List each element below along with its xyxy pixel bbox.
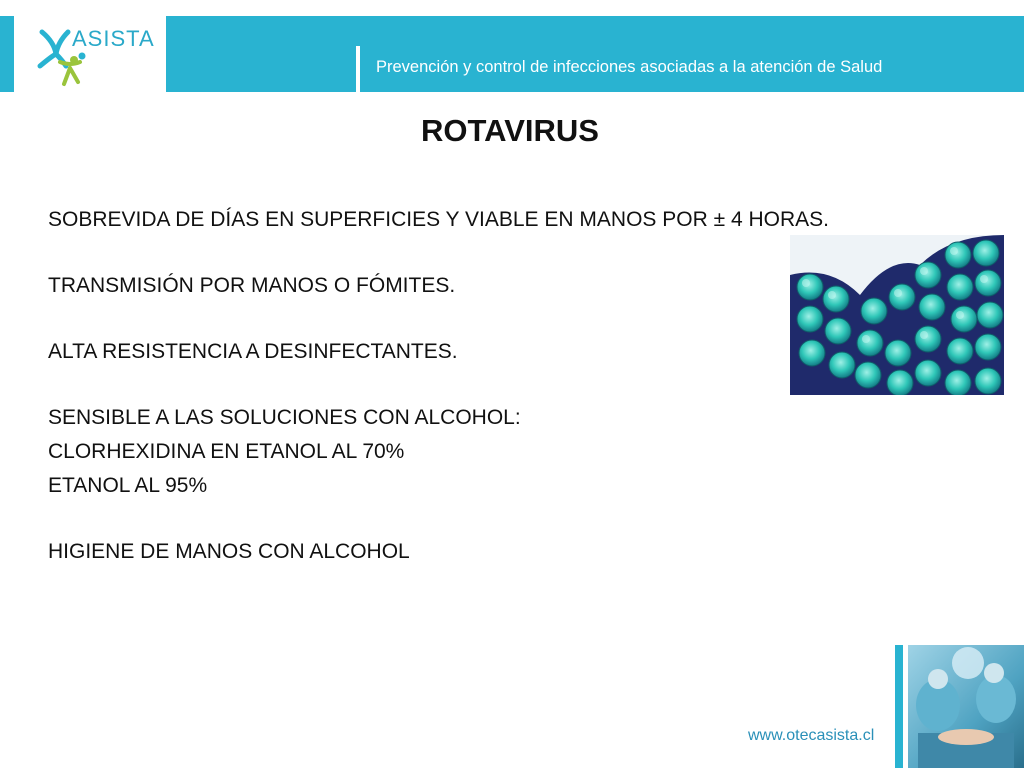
header-separator	[356, 46, 360, 108]
content-line-sensitive: SENSIBLE A LAS SOLUCIONES CON ALCOHOL:	[48, 406, 521, 429]
slide-title-text: ROTAVIRUS	[421, 113, 599, 148]
header-tagline: Prevención y control de infecciones asociadas a la atención de Salud	[376, 58, 883, 76]
header-bar	[166, 16, 1024, 92]
content-line-survival: SOBREVIDA DE DÍAS EN SUPERFICIES Y VIABLE EN MANOS POR ± 4 HORAS.	[48, 208, 829, 231]
footer-accent-bar	[895, 645, 903, 768]
footer-website-url: www.otecasista.cl	[748, 727, 875, 744]
content-line-ethanol: ETANOL AL 95%	[48, 474, 208, 497]
rotavirus-image	[790, 235, 1004, 395]
content-line-hand-hygiene: HIGIENE DE MANOS CON ALCOHOL	[48, 540, 410, 563]
slide-title	[0, 113, 1024, 149]
content-line-resistance: ALTA RESISTENCIA A DESINFECTANTES.	[48, 340, 458, 363]
logo-box	[0, 16, 164, 92]
content-line-transmission: TRANSMISIÓN POR MANOS O FÓMITES.	[48, 274, 456, 297]
surgery-photo-image	[908, 645, 1024, 768]
content-line-chlorhexidine: CLORHEXIDINA EN ETANOL AL 70%	[48, 440, 405, 463]
slide-content	[48, 203, 829, 569]
logo-text: ASISTA	[72, 26, 155, 51]
